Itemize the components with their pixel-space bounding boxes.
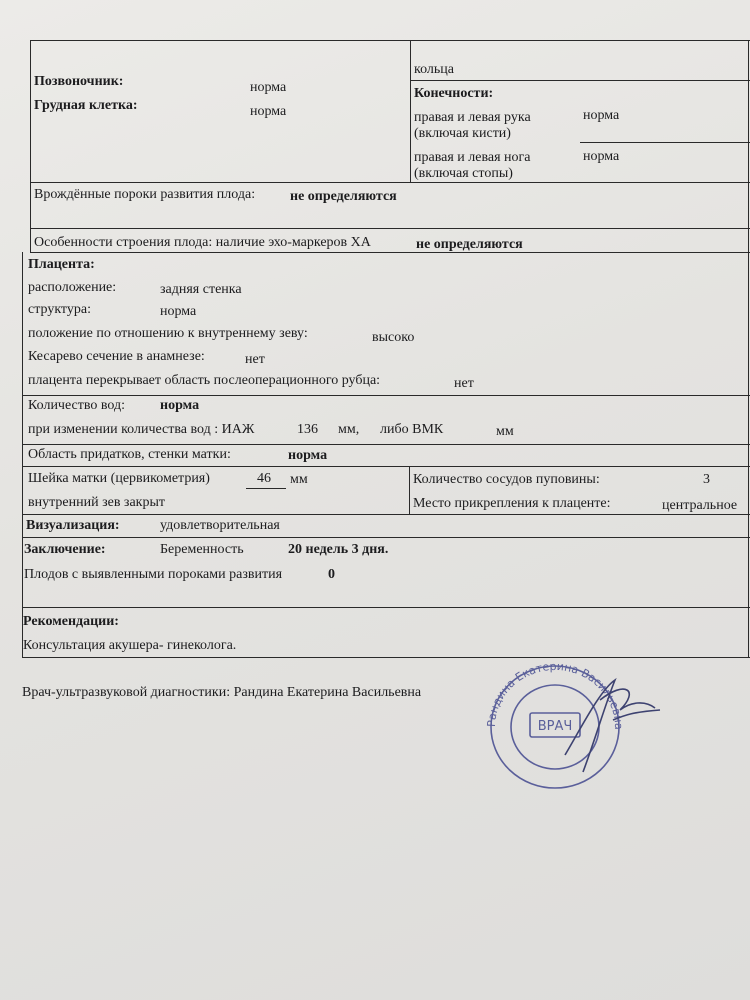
table-border-left-lower (22, 252, 23, 657)
chest-value: норма (250, 104, 287, 119)
cervix-value: 46 (257, 471, 271, 486)
legs-label-line2: (включая стопы) (414, 166, 513, 181)
placenta-os-label: положение по отношению к внутреннему зеву: (28, 326, 308, 341)
visualization-label: Визуализация: (26, 518, 120, 533)
spine-label: Позвоночник: (34, 74, 124, 89)
placenta-location-value: задняя стенка (160, 282, 242, 297)
table-border-top (30, 40, 750, 41)
cesarean-value: нет (245, 352, 265, 367)
recommendations-label: Рекомендации: (23, 614, 119, 629)
table-line-markers (30, 252, 750, 253)
stamp-center-text: ВРАЧ (537, 719, 573, 734)
table-divider-limbs (410, 40, 411, 182)
table-line-arms-value (580, 142, 750, 143)
insertion-value: центральное (662, 498, 738, 513)
table-line-placenta (22, 395, 750, 396)
cervix-value-underline (246, 488, 286, 489)
cervix-os-text: внутренний зев закрыт (28, 495, 165, 510)
ring-text: кольца (414, 62, 454, 77)
placenta-structure-value: норма (160, 304, 197, 319)
table-line-visualization (22, 537, 750, 538)
fetuses-label: Плодов с выявленными пороками развития (24, 567, 283, 582)
table-border-left-upper (30, 40, 31, 252)
markers-value: не определяются (416, 237, 523, 252)
legs-value: норма (583, 149, 620, 164)
doctor-stamp (455, 660, 665, 790)
legs-label-line1: правая и левая нога (414, 150, 531, 165)
placenta-structure-label: структура: (28, 302, 91, 317)
fluid-value: норма (160, 398, 200, 413)
fetuses-value: 0 (328, 567, 335, 582)
table-divider-cervix (409, 466, 410, 514)
stamp-ring-text: Рандина Екатерина Васильевна (484, 660, 626, 730)
iaj-unit: мм, (338, 422, 360, 437)
malformations-label: Врождённые пороки развития плода: (34, 187, 256, 202)
vessels-label: Количество сосудов пуповины: (413, 472, 600, 487)
iaj-value: 136 (297, 422, 318, 437)
vmk-unit: мм (496, 424, 514, 439)
visualization-value: удовлетворительная (160, 518, 280, 533)
insertion-label: Место прикрепления к плаценте: (413, 496, 611, 511)
arms-value: норма (583, 108, 620, 123)
table-line-cervix (22, 514, 750, 515)
cesarean-label: Кесарево сечение в анамнезе: (28, 349, 205, 364)
conclusion-term: 20 недель 3 дня. (288, 542, 389, 557)
fluid-change-label: при изменении количества вод : ИАЖ (28, 422, 255, 437)
spine-value: норма (250, 80, 287, 95)
scar-value: нет (454, 376, 474, 391)
table-line-malformations (30, 228, 750, 229)
vessels-value: 3 (703, 472, 710, 487)
malformations-value: не определяются (290, 189, 397, 204)
conclusion-label: Заключение: (24, 542, 106, 557)
table-line-conclusion (22, 607, 750, 608)
adnexa-value: норма (288, 448, 328, 463)
table-line-ring (410, 80, 750, 81)
arms-label-line1: правая и левая рука (414, 110, 531, 125)
adnexa-label: Область придатков, стенки матки: (28, 447, 231, 462)
table-line-fluid (22, 444, 750, 445)
table-border-bottom (22, 657, 750, 658)
placenta-location-label: расположение: (28, 280, 117, 295)
doctor-line: Врач-ультразвуковой диагностики: Рандина Екатерина Васильевна (22, 685, 422, 700)
placenta-title: Плацента: (28, 257, 95, 272)
recommendations-text: Консультация акушера- гинеколога. (23, 638, 237, 653)
cervix-label: Шейка матки (цервикометрия) (28, 471, 210, 486)
scar-label: плацента перекрывает область послеоперационного рубца: (28, 373, 381, 388)
table-border-right (748, 40, 749, 657)
markers-label: Особенности строения плода: наличие эхо-маркеров ХА (34, 235, 371, 250)
conclusion-text: Беременность (160, 542, 244, 557)
table-line-limbs-end (30, 182, 750, 183)
fluid-label: Количество вод: (28, 398, 126, 413)
table-line-adnexa (22, 466, 750, 467)
cervix-unit: мм (290, 472, 308, 487)
chest-label: Грудная клетка: (34, 98, 138, 113)
placenta-os-value: высоко (372, 330, 415, 345)
vmk-label: либо ВМК (380, 422, 444, 437)
limbs-label: Конечности: (414, 86, 494, 101)
arms-label-line2: (включая кисти) (414, 126, 511, 141)
